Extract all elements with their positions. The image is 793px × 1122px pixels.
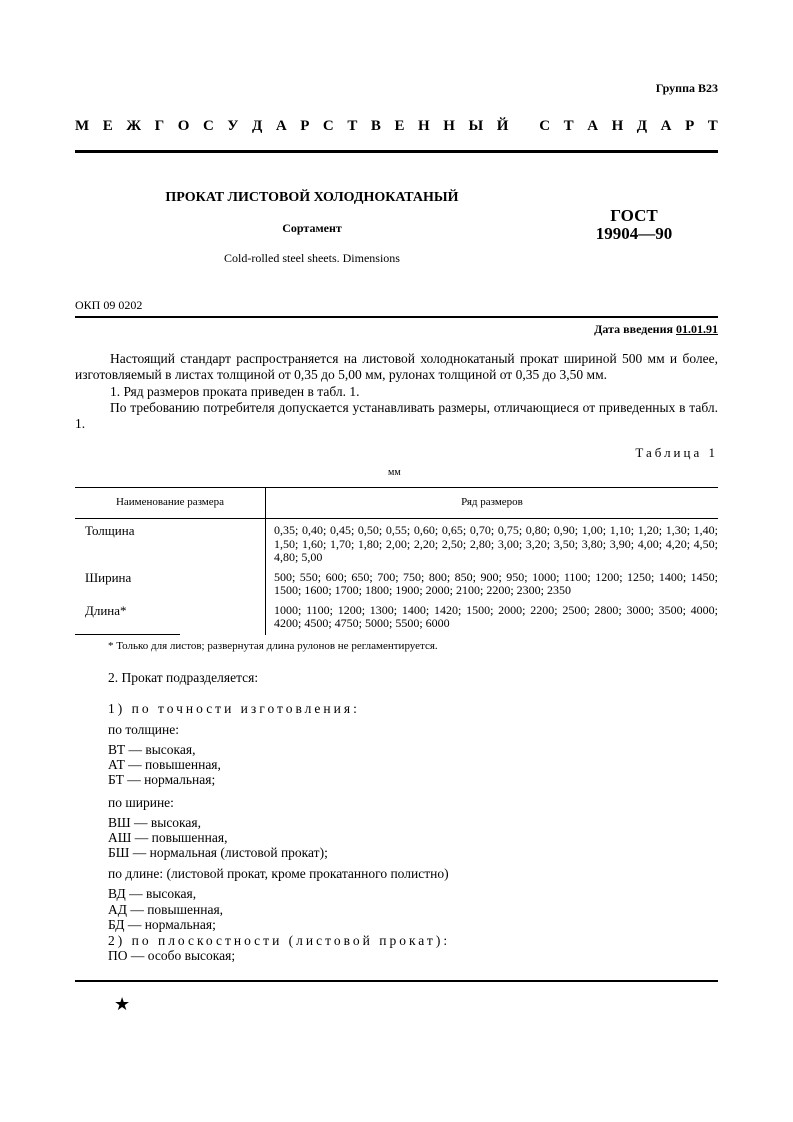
banner-letter: Н [611, 118, 624, 134]
thickness-item: АТ — повышенная, [108, 757, 221, 772]
okp-code: ОКП 09 0202 [75, 298, 143, 312]
flatness-item: ПО — особо высокая; [108, 948, 236, 963]
accuracy-title: 1) по точности изготовления: [108, 701, 360, 716]
gost-number: 19904—90 [595, 224, 673, 243]
document-title: ПРОКАТ ЛИСТОВОЙ ХОЛОДНОКАТАНЫЙ [165, 190, 459, 205]
row-name-length: Длина* [75, 598, 266, 635]
width-item: АШ — повышенная, [108, 830, 228, 845]
width-item: БШ — нормальная (листовой прокат); [108, 845, 328, 860]
banner-letter: Н [418, 118, 430, 134]
header-divider [75, 150, 718, 153]
length-item: ВД — высокая, [108, 886, 197, 901]
row-values-length: 1000; 1100; 1200; 1300; 1400; 1420; 1500; 2000; 2200; 2500; 2800; 3000; 3500; 4000; 4200; 4500; 4750; 5000; 5500; 6000 [274, 602, 718, 630]
banner-letter: Ы [468, 118, 484, 134]
banner-letter [522, 118, 526, 135]
by-length-label: по длине: (листовой прокат, кроме прокатанного полистно) [108, 866, 449, 881]
banner-letter: Н [443, 118, 455, 134]
thickness-item: БТ — нормальная; [108, 772, 216, 787]
thickness-item: ВТ — высокая, [108, 742, 196, 757]
table-header-row [75, 488, 718, 519]
row-name-width: Ширина [75, 565, 266, 598]
banner-letter: А [275, 118, 287, 134]
by-width-label: по ширине: [108, 795, 174, 810]
table-footnote: * Только для листов; развернутая длина рулонов не регламентируется. [108, 640, 438, 652]
row-name-thickness: Толщина [75, 519, 266, 565]
banner-letter: Й [496, 118, 509, 134]
flatness-title: 2) по плоскостности (листовой прокат): [108, 933, 451, 948]
banner-letter: Р [685, 118, 695, 134]
group-label: Группа В23 [655, 81, 718, 95]
table-caption: Таблица 1 [635, 445, 718, 460]
banner-letter: Е [394, 118, 405, 134]
banner-letter: Т [563, 118, 574, 134]
footnote-rule [75, 634, 180, 635]
banner-letter: Ж [126, 118, 142, 134]
banner-letter: У [227, 118, 239, 134]
gost-designation [574, 207, 694, 243]
banner-letter: Т [707, 118, 718, 134]
banner-letter: Д [251, 118, 263, 134]
banner-letter: А [587, 118, 599, 134]
table-row [75, 565, 718, 598]
banner-letter: С [202, 118, 214, 134]
table-row [75, 598, 718, 635]
clause-1-note: По требованию потребителя допускается устанавливать размеры, отличающиеся от приведенных в табл. 1. [75, 400, 718, 431]
banner-letter: Г [154, 118, 165, 134]
banner-letter: Т [347, 118, 358, 134]
introduction-date-label: Дата введения [594, 322, 673, 336]
length-item: АД — повышенная, [108, 902, 224, 917]
length-item: БД — нормальная; [108, 917, 216, 932]
column-header-values: Ряд размеров [266, 488, 719, 519]
table-unit: мм [388, 467, 401, 478]
clause-2-heading: 2. Прокат подразделяется: [108, 670, 259, 685]
banner-letter: С [322, 118, 334, 134]
banner-letter: Р [300, 118, 310, 134]
banner-letter: О [177, 118, 190, 134]
width-item: ВШ — высокая, [108, 815, 201, 830]
banner-letter: В [370, 118, 381, 134]
column-header-name: Наименование размера [75, 488, 266, 519]
row-values-thickness: 0,35; 0,40; 0,45; 0,50; 0,55; 0,60; 0,65; 0,70; 0,75; 0,80; 0,90; 1,00; 1,10; 1,20; 1,30; 1,40; 1,50; 1,60; 1,70; 1,80; 2,00; 2,20; 2,50; 2,80; 3,00; 3,20; 3,50; 3,80; 3,90; 4,00; 4,20; 4,50; 4,80; 5,00 [274, 523, 718, 564]
introduction-date-value: 01.01.91 [676, 322, 718, 336]
okp-divider [75, 316, 718, 318]
table-row [75, 519, 718, 565]
document-subtitle: Сортамент [282, 221, 342, 235]
banner-letter: Е [102, 118, 113, 134]
standard-banner [75, 118, 718, 135]
banner-letter: Д [636, 118, 648, 134]
banner-letter: М [75, 118, 90, 134]
row-values-width: 500; 550; 600; 650; 700; 750; 800; 850; 900; 950; 1000; 1100; 1200; 1250; 1400; 1450; 1500; 1600; 1700; 1800; 1900; 2000; 2100; 2200; 2300; 2350 [274, 569, 718, 597]
banner-letter: С [539, 118, 551, 134]
english-title: Cold-rolled steel sheets. Dimensions [224, 251, 400, 265]
sizes-table [75, 487, 718, 635]
gost-label: ГОСТ [610, 206, 658, 225]
introduction-date [594, 322, 718, 337]
scope-paragraph: Настоящий стандарт распространяется на листовой холоднокатаный прокат шириной 500 мм и более, изготовляемый в листах толщиной от 0,35 до 5,00 мм, рулонах толщиной от 0,35 до 3,50 мм. [75, 351, 718, 382]
banner-letter: А [660, 118, 672, 134]
clause-1: 1. Ряд размеров проката приведен в табл. 1. [110, 384, 360, 399]
star-icon: ★ [114, 994, 131, 1014]
footer-divider [75, 980, 718, 982]
by-thickness-label: по толщине: [108, 722, 179, 737]
